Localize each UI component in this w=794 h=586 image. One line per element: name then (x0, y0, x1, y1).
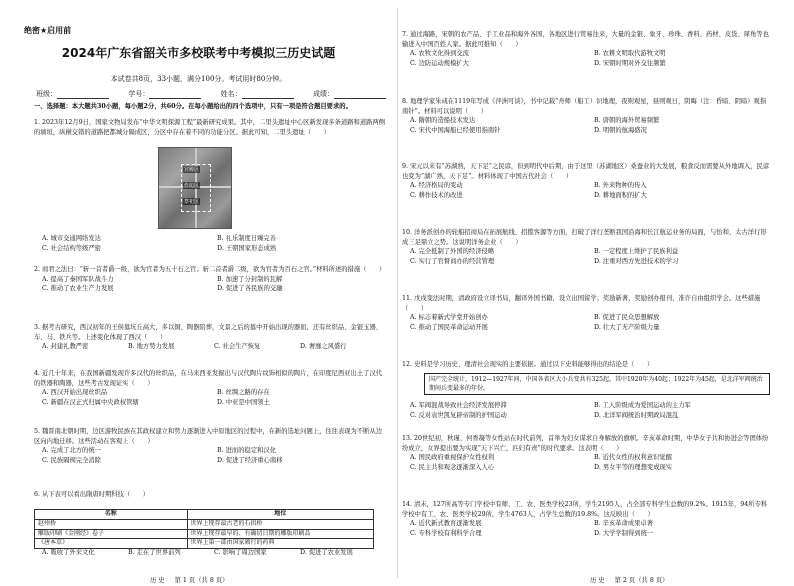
footer-right (590, 575, 668, 584)
table-cell: 《唐本草》 (35, 539, 188, 549)
option-a[interactable]: A. 完成了北方的统一 (42, 447, 101, 455)
question-stem: 1. 2023年12月9日，国家文物局发布“中华文明探源工程”最新研究成果。其中，二里头遗址中心区新发现多条道路和道路两侧的墙垣，纵横交错的道路把都城分隔成区，分区中存在着不同的功能分区。据此可知，二里头遗址（ ） (34, 119, 386, 136)
option-c[interactable]: C. 推动了农业生产力发展 (42, 285, 114, 293)
footer-subject: 历 史 (590, 577, 605, 584)
question-1 (34, 118, 386, 137)
option-b[interactable]: B. 促进了民众思想解放 (594, 314, 660, 322)
option-a[interactable]: A. 近代新式教育逐渐发展 (410, 520, 482, 528)
question-8 (402, 97, 772, 135)
question-stem: 12. 史料是学习历史、理清社会现实的主要依据。通过以下史料能够得出的结论是（ ） (402, 361, 654, 368)
option-b[interactable]: B. 近代女性的权利意识觉醒 (594, 454, 672, 462)
option-c[interactable]: C. 专科学校有利科学合理 (410, 529, 482, 537)
option-a[interactable]: A. 西汉开始出现丝织品 (42, 389, 108, 397)
question-12-options (402, 401, 772, 420)
option-a[interactable]: A. 城市交通网络发达 (42, 235, 101, 242)
photo-label: 作坊区 (184, 183, 200, 189)
option-b[interactable]: B. 加速了分封制的瓦解 (217, 275, 283, 283)
table-cell: 赵州桥 (35, 519, 188, 529)
option-a[interactable]: A. 经济格局的变动 (410, 182, 463, 190)
question-4 (34, 369, 386, 407)
option-c[interactable]: C. 推动了国民革命运动开展 (410, 323, 488, 331)
option-d[interactable]: D. 北洋军阀统治时期政局混乱 (594, 411, 679, 419)
option-d[interactable]: D. 促进了农业发展 (300, 549, 353, 556)
question-12 (402, 360, 772, 370)
table-row (35, 529, 374, 539)
option-d[interactable]: D. 中亚是中国领土 (217, 398, 270, 406)
option-d[interactable]: D. 注重对西方先进技术的学习 (594, 257, 679, 265)
id-label: 学号： (128, 90, 150, 98)
option-b[interactable]: B. 工人阶级成为爱国运动的主力军 (594, 402, 691, 409)
option-b[interactable]: B. 外来物种的传入 (594, 182, 647, 190)
question-stem: 14. 清末，127所高等专门学校中有师、工、农、医类学校23所，学生2195人，占全部专科学生总数的9.2%。1915年，94所专科学校中有工、农、医类学校29所，学生4763人，占学生总数的19.8%。这反映出（ ） (402, 501, 768, 518)
score-input[interactable] (334, 90, 386, 99)
option-d[interactable]: D. 男女平等的理想变成现实 (594, 463, 673, 471)
option-c[interactable]: C. 新疆在汉正式归属中央政权管辖 (42, 398, 139, 406)
footer-page-number: 第 1 页（共 8 页） (174, 577, 229, 584)
option-d[interactable]: D. 明朝的航海盛况 (594, 126, 647, 134)
option-c[interactable]: C. 实行了官督商办的经营管理 (410, 257, 495, 265)
table-row (35, 519, 374, 529)
student-info-fields (36, 89, 386, 99)
option-b[interactable]: B. 礼乐制度日臻完善 (217, 235, 277, 242)
option-b[interactable]: B. 地方势力发展 (128, 343, 175, 351)
option-d[interactable]: D. 奢靡之风盛行 (300, 343, 347, 351)
question-stem: 5. 魏晋南北朝时期，边区游牧民族在其政权建立和势力逐渐进入中原地区的过程中，在新的选址问题上，往往表现为不断从边区向内地迁移。这些活动在客观上（ ） (34, 428, 383, 445)
option-b[interactable]: B. 农耕文明取代游牧文明 (594, 50, 666, 58)
option-a[interactable]: A. 农牧文化得到交流 (410, 50, 469, 58)
secret-label: 绝密★启用前 (24, 26, 72, 35)
option-a[interactable]: A. 完全抵制了外国的经济侵略 (410, 248, 495, 256)
id-input[interactable] (149, 90, 201, 99)
photo-label: 祭祀区 (184, 199, 200, 205)
question-stem: 11. 戊戌变法时期，清政府设立译书局，翻译外国书籍，设立出国留学；奖励新著，奖励创办报刊，准许自由组织学会。这些措施（ ） (402, 295, 761, 312)
option-d[interactable]: D. 王朝国家形态成熟 (217, 244, 277, 252)
question-5 (34, 427, 386, 465)
question-11 (402, 294, 772, 332)
question-stem: 3. 据考古研究，西汉初年的王侯墓坑丘高大，多以铜、陶器陪葬，文景之后的墓中开始出现的器皿，还有丝织品、金银玉器、车、马、铁兵等。上述变化体现了西汉（ ） (34, 324, 383, 341)
question-stem: 9. 宋元以来有“苏湖熟，天下足”之民谚，但到明代中后期，由于这里（苏湖地区）桑蚕业的大发展，粮食反而需要从外地调入，民谚也变为“湖广熟，天下足”。材料体现了中国古代社会（ ） (402, 163, 770, 180)
table-cell: 世界上现存最早的、有确切日期的雕版印刷品 (187, 529, 373, 539)
question-stem: 10. 洋务派创办的轮船招商局在拓展航线、招揽客源等方面，打破了洋行垄断我国沿海和长江航运业务的局面，与怡和、太古洋行形成三足鼎立之势。这说明洋务企业（ ） (402, 229, 767, 246)
option-a[interactable]: A. 吸收了外来文化 (42, 549, 95, 556)
score-label: 成绩： (312, 90, 334, 98)
option-c[interactable]: C. 反对袁世凯复辟帝制的护国运动 (410, 411, 507, 419)
table-header: 名称 (35, 510, 188, 520)
option-d[interactable]: D. 宋朝时期对外交往频繁 (594, 59, 666, 67)
question-6 (34, 490, 386, 500)
question-1-options (34, 234, 386, 253)
option-b[interactable]: B. 走在了世界前列 (128, 549, 181, 556)
option-d[interactable]: D. 大学学制得到统一 (594, 529, 654, 537)
footer-page-number: 第 2 页（共 8 页） (614, 577, 669, 584)
question-13 (402, 434, 772, 472)
name-label: 姓名： (220, 90, 242, 98)
table-header: 地位 (187, 510, 373, 520)
option-c[interactable]: C. 民族隔阂完全消除 (42, 456, 101, 464)
option-a[interactable]: A. 军阀混战导致社会经济发展停滞 (410, 402, 507, 409)
question-2 (34, 265, 386, 294)
option-c[interactable]: C. 社会生产恢复 (214, 343, 261, 351)
option-a[interactable]: A. 标志着新式学堂开始创办 (410, 314, 488, 322)
option-d[interactable]: D. 促进了各民族的交融 (217, 285, 283, 293)
source-material-box: 国产完全统计，1912—1927年间，中国各省区大小兵变共有325起，其中1920年为40起；1922年为45起，是北洋军阀统治期间兵变最多的年份。 (424, 373, 770, 395)
site-aerial-photo (158, 147, 232, 229)
footer-left (150, 575, 228, 584)
option-c[interactable]: C. 影响了周边国家 (214, 549, 267, 556)
tech-table (34, 509, 374, 549)
class-label: 班级： (36, 90, 57, 98)
name-input[interactable] (242, 90, 294, 99)
option-a[interactable]: A. 隋朝的造船技术发达 (410, 117, 476, 125)
photo-label: 宫殿区 (184, 167, 200, 173)
question-stem: 6. 从下表可以看出隋唐时期科技（ ） (34, 491, 150, 498)
exam-title: 2024年广东省韶关市多校联考中考模拟三历史试题 (61, 46, 336, 60)
question-stem: 4. 近几十年来，在我国新疆发现许多汉代的丝织品，在马来西亚发掘出与汉代陶片纹饰相似的陶片，在印度尼西亚出土了汉代的铁器和陶器，这些考古发现证实（ ） (34, 370, 383, 387)
question-stem: 2. 商君之法曰：“斩一首者爵一级，欲为官者为五十石之官；斩二首者爵二级，欲为官者为百石之官。”材料所述的措施（ ） (34, 266, 386, 273)
option-a[interactable]: A. 封建礼教严密 (42, 343, 89, 351)
option-a[interactable]: A. 国民政府重视保护女性权利 (410, 454, 495, 462)
footer-subject: 历 史 (150, 577, 165, 584)
option-b[interactable]: B. 丝绸之路的存在 (217, 389, 270, 397)
table-cell: 世界上现存最古老的石拱桥 (187, 519, 373, 529)
option-b[interactable]: B. 唐朝的海外贸易频繁 (594, 117, 660, 125)
table-cell: 雕版印刷《金刚经》卷子 (35, 529, 188, 539)
option-d[interactable]: D. 耕地面积的扩大 (594, 191, 647, 199)
option-a[interactable]: A. 提高了秦国军队战斗力 (42, 275, 114, 283)
table-cell: 世界上第一部由国家颁行的药典 (187, 539, 373, 549)
question-9 (402, 162, 772, 200)
option-d[interactable]: D. 促进了经济重心南移 (217, 456, 283, 464)
question-stem: 13. 20世纪初，秋瑾、何香凝等女性站在时代前列，首举为妇女谋求自身解放的旗帜。辛亥革命时期，中华女子共和协进会等团体纷纷成立，女界提出要为实现“天下兴亡，匹妇有责”的时代要求。这表明（ ） (402, 435, 769, 452)
option-c[interactable]: C. 民主共和观念逐渐深入人心 (410, 463, 495, 471)
option-c[interactable]: C. 社会结构等级严密 (42, 244, 101, 252)
option-c[interactable]: C. 边防运动规模扩大 (410, 59, 469, 67)
option-c[interactable]: C. 宋代中国海船已经使用指南针 (410, 126, 501, 134)
option-b[interactable]: B. 进而的稳定和汉化 (217, 447, 277, 455)
question-6-options (34, 548, 386, 558)
exam-notice: 本试卷共8页，33小题，满分100分。考试用时80分钟。 (110, 75, 287, 83)
option-b[interactable]: B. 辛亥革命成果卓著 (594, 520, 654, 528)
question-7 (402, 30, 772, 68)
question-stem: 7. 通过海路，宋朝的农产品、手工业品和海外各国、各地区进行贸易往来，大量的金银、象牙、珍珠、香料、药材、皮货、犀角等也输进入中国百姓人家。据此可推知（ ） (402, 31, 769, 48)
section-heading: 一、选择题：本大题共30小题，每小题2分，共60分。在每小题给出的四个选项中，只有一项是符合题目要求的。 (34, 103, 352, 110)
page-divider (397, 8, 398, 578)
question-10 (402, 228, 772, 266)
question-stem: 8. 地理学家朱彧在1119年写成《萍洲可谈》，书中记载“舟师（船工）识地理，夜则观星，昼则观日，阴晦（注：昏暗、阴暗）观指南针”。材料可以说明（ ） (402, 98, 767, 115)
option-b[interactable]: B. 一定程度上维护了民族利益 (594, 248, 679, 256)
question-3 (34, 323, 386, 352)
class-input[interactable] (57, 90, 109, 99)
option-d[interactable]: D. 壮大了无产阶级力量 (594, 323, 660, 331)
question-14 (402, 500, 772, 538)
option-c[interactable]: C. 耕作技术的改进 (410, 191, 463, 199)
